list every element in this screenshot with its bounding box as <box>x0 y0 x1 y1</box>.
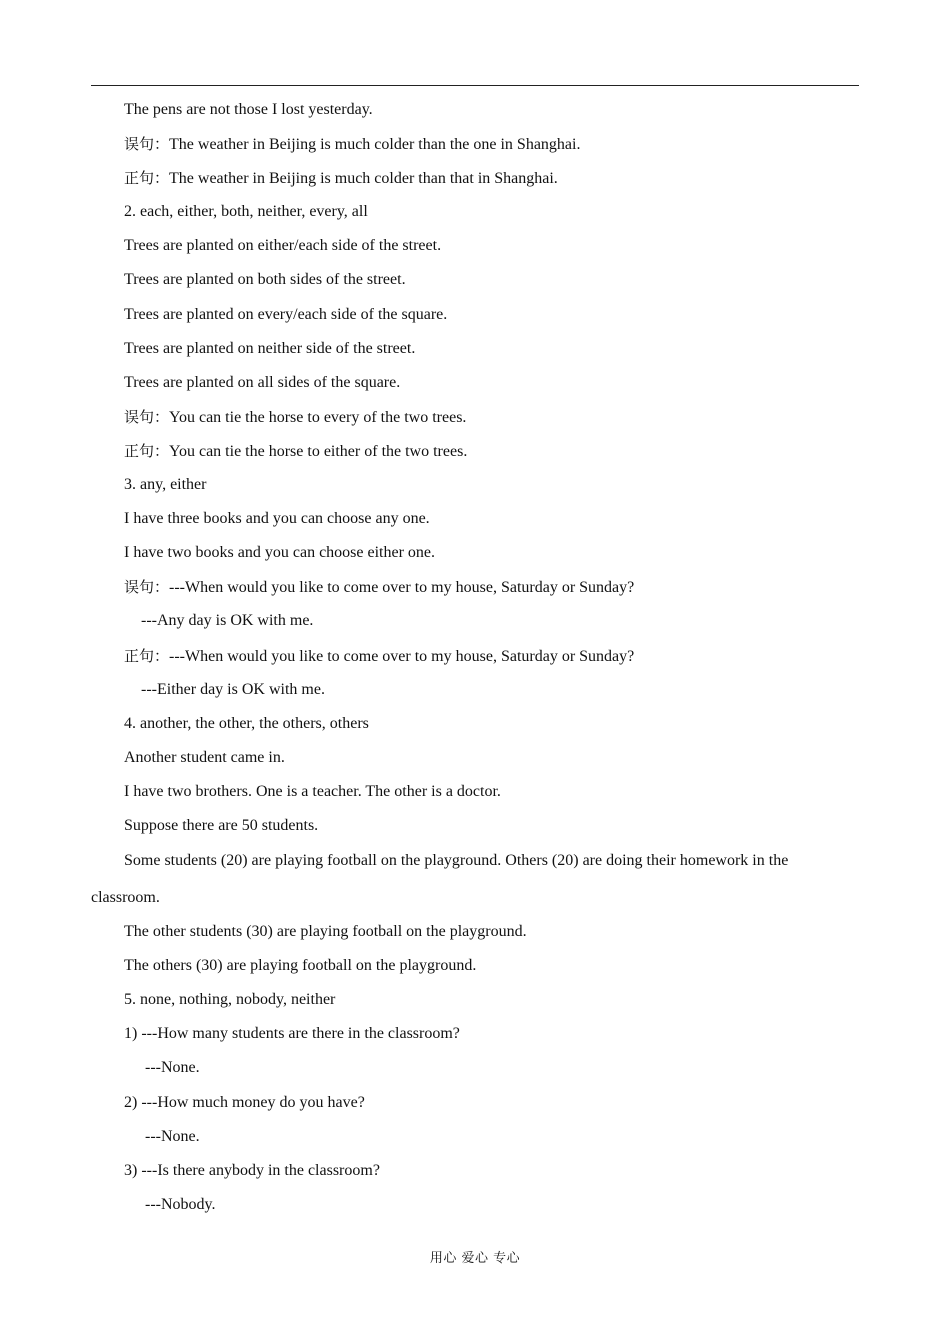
error-sentence: 误句：---When would you like to come over to my house, Saturday or Sunday? <box>124 578 635 597</box>
dialogue-reply: ---None. <box>145 1127 200 1145</box>
dialogue-reply: ---Any day is OK with me. <box>141 612 314 630</box>
footer-text: 用心 爱心 专心 <box>429 1251 521 1266</box>
correct-label: 正句： <box>124 441 170 460</box>
dialogue-question: 3) ---Is there anybody in the classroom? <box>124 1161 380 1179</box>
error-sentence: 误句：You can tie the horse to every of the two trees. <box>124 407 467 426</box>
dialogue-reply: ---None. <box>145 1059 200 1077</box>
error-label: 误句： <box>124 578 170 597</box>
page-footer <box>0 1247 950 1266</box>
dialogue-reply: ---Either day is OK with me. <box>141 680 325 698</box>
text-line: The pens are not those I lost yesterday. <box>124 101 373 118</box>
error-label: 误句： <box>124 135 170 154</box>
example-sentence: Another student came in. <box>124 748 285 766</box>
example-sentence: Trees are planted on every/each side of the square. <box>124 305 448 323</box>
example-sentence: Trees are planted on both sides of the street. <box>124 271 406 289</box>
example-sentence: I have two brothers. One is a teacher. The other is a doctor. <box>124 782 501 800</box>
example-sentence: I have three books and you can choose any one. <box>124 510 430 528</box>
section-heading: 2. each, either, both, neither, every, all <box>124 203 368 221</box>
section-heading: 5. none, nothing, nobody, neither <box>124 991 336 1009</box>
correct-sentence: 正句：The weather in Beijing is much colder than that in Shanghai. <box>124 169 558 188</box>
example-sentence: Trees are planted on neither side of the street. <box>124 339 416 357</box>
correct-label: 正句： <box>124 646 170 665</box>
document-body <box>91 93 859 1222</box>
section-heading: 3. any, either <box>124 476 207 494</box>
section-heading: 4. another, the other, the others, others <box>124 714 369 732</box>
correct-sentence: 正句：---When would you like to come over to my house, Saturday or Sunday? <box>124 646 635 665</box>
dialogue-question: 1) ---How many students are there in the classroom? <box>124 1025 460 1043</box>
error-sentence: 误句：The weather in Beijing is much colder than the one in Shanghai. <box>124 135 581 154</box>
dialogue-reply: ---Nobody. <box>145 1195 216 1213</box>
example-sentence: The other students (30) are playing football on the playground. <box>124 923 527 941</box>
header-rule <box>91 85 859 86</box>
error-label: 误句： <box>124 407 170 426</box>
wrapped-paragraph: Some students (20) are playing football on the playground. Others (20) are doing their homework in the classroom. <box>91 852 789 907</box>
correct-label: 正句： <box>124 169 170 188</box>
example-sentence: Trees are planted on all sides of the square. <box>124 373 401 391</box>
dialogue-question: 2) ---How much money do you have? <box>124 1093 365 1111</box>
example-sentence: Trees are planted on either/each side of the street. <box>124 237 442 255</box>
example-sentence: Suppose there are 50 students. <box>124 816 319 834</box>
correct-sentence: 正句：You can tie the horse to either of the two trees. <box>124 441 468 460</box>
example-sentence: I have two books and you can choose either one. <box>124 544 436 562</box>
example-sentence: The others (30) are playing football on the playground. <box>124 957 477 975</box>
